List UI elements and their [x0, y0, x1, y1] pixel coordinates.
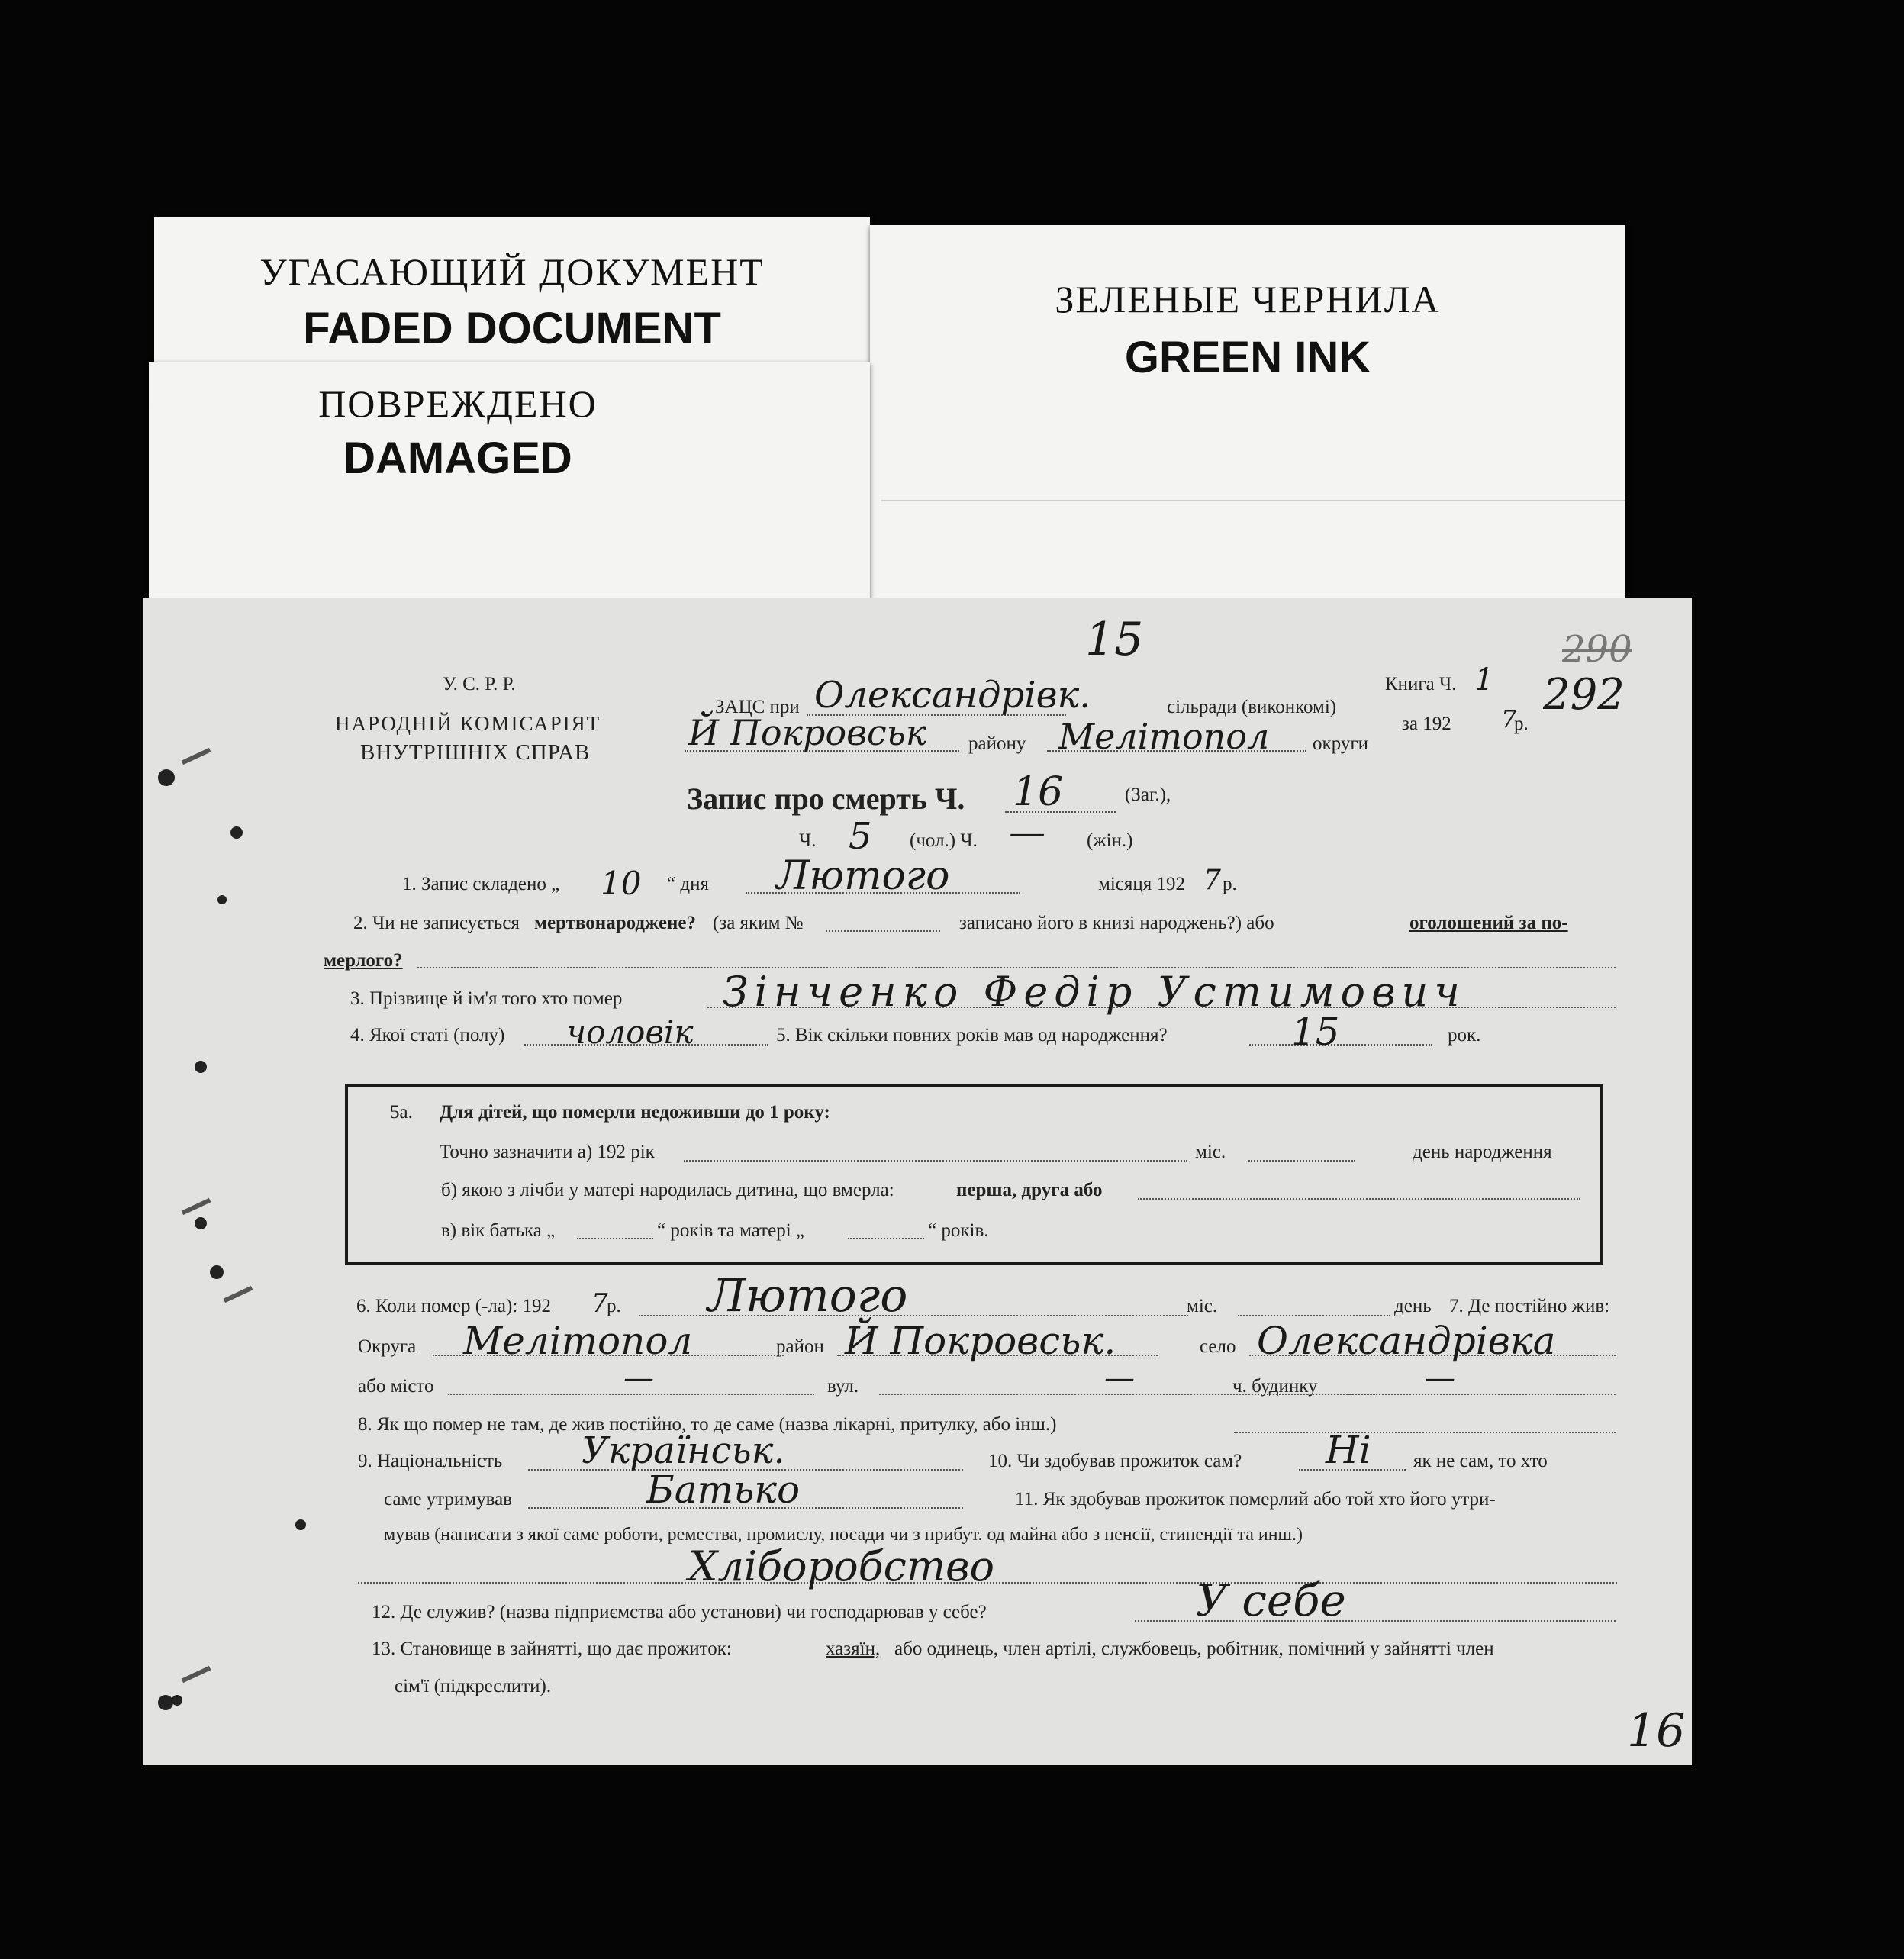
row5a-month-label: міс. — [1195, 1142, 1226, 1162]
residence-house-label: ч. будинку — [1232, 1376, 1318, 1397]
row10-label: 10. Чи здобував прожиток сам? — [988, 1451, 1242, 1471]
punch-hole — [195, 1217, 207, 1229]
damaged-label-ru: ПОВРЕЖДЕНО — [318, 382, 598, 425]
punch-hole — [158, 769, 175, 786]
faded-label-ru: УГАСАЮЩИЙ ДОКУМЕНТ — [259, 250, 765, 293]
row12-label: 12. Де служив? (назва підприємства або установи) чи господарював у себе? — [372, 1602, 987, 1622]
row1-label-b: “ дня — [667, 874, 709, 894]
green-ink-label-en: GREEN INK — [1124, 333, 1371, 382]
residence-okruha-label: Округа — [358, 1336, 417, 1357]
row8-line — [1234, 1432, 1616, 1433]
row5a-order-label: б) якою з лічби у матері народилась дитина, що вмерла: — [441, 1180, 894, 1200]
hw-house-dash: — — [1425, 1361, 1455, 1396]
hw-residence-raion: Й Покровськ. — [845, 1319, 1116, 1363]
row5a-years-end: “ років. — [928, 1220, 989, 1241]
hw-record-day: 10 — [601, 865, 642, 902]
commissariat-line-1: НАРОДНІЙ КОМІСАРІЯТ — [335, 712, 601, 735]
female-label: (жін.) — [1087, 830, 1133, 851]
row5-label: 5. Вік скільки повних років мав од народження? — [776, 1025, 1168, 1046]
hw-occupation: Хліборобство — [688, 1542, 994, 1590]
hw-supporter: Батько — [646, 1468, 801, 1512]
row3-label: 3. Прізвище й ім'я того хто помер — [350, 988, 623, 1009]
hw-male-number: 5 — [849, 815, 872, 858]
row11-label-b: мував (написати з якої саме роботи, ремества, промислу, посади чи з прибут. од майна або з пенсії, стипендії та инш.) — [384, 1525, 1303, 1545]
state-abbrev: У. С. Р. Р. — [443, 674, 516, 694]
hw-full-name: Зінченко Федір Устимович — [723, 968, 1466, 1016]
row7-label: 7. Де постійно жив: — [1449, 1296, 1610, 1316]
hw-struck-number: 290 — [1562, 628, 1632, 671]
row5a-father-label: в) вік батька „ — [441, 1220, 556, 1241]
row10-label-b: як не сам, то хто — [1413, 1451, 1548, 1471]
row1-label-a: 1. Запис складено „ — [402, 874, 560, 894]
punch-hole — [172, 1695, 182, 1706]
hw-female-number: — — [1009, 811, 1045, 854]
punch-hole — [195, 1061, 207, 1073]
punch-hole — [158, 1695, 173, 1710]
hw-residence-okruha: Мелітопол — [463, 1319, 693, 1363]
hw-okruha: Мелітопол — [1058, 716, 1270, 757]
row5a-order-options: перша, друга або — [956, 1180, 1103, 1200]
hw-page-number: 292 — [1543, 670, 1625, 720]
row5a-month-line — [1248, 1160, 1355, 1162]
infant-box — [345, 1084, 1603, 1265]
residence-raion-label: район — [776, 1336, 824, 1357]
hw-record-year: 7 — [1203, 865, 1221, 896]
hw-served: У себе — [1196, 1574, 1346, 1626]
row4-label: 4. Якої статі (полу) — [350, 1025, 505, 1046]
faded-label-en: FADED DOCUMENT — [303, 304, 721, 353]
green-ink-label-ru: ЗЕЛЕНЫЕ ЧЕРНИЛА — [1055, 278, 1441, 321]
record-title-suffix: (Заг.), — [1125, 785, 1171, 805]
commissariat-line-2: ВНУТРІШНІХ СПРАВ — [360, 740, 591, 765]
raion-label: району — [968, 733, 1026, 754]
row13-label: 13. Становище в зайнятті, що дає прожиток: — [372, 1638, 732, 1659]
hw-residence-selo: Олександрівка — [1257, 1319, 1556, 1363]
row5a-date-label: Точно зазначити а) 192 рік — [440, 1142, 655, 1162]
year-suffix: р. — [1514, 714, 1529, 734]
hw-sex: чоловік — [566, 1013, 694, 1051]
hw-nationality: Українськ. — [582, 1429, 785, 1472]
row6-month-label: міс. — [1187, 1296, 1218, 1316]
hw-page-corner: 16 — [1627, 1704, 1686, 1758]
row2-number-line — [826, 930, 940, 932]
damaged-tag — [149, 362, 870, 614]
hw-record-number: 16 — [1013, 769, 1064, 815]
row2-stillborn: мертвонароджене? — [534, 913, 696, 933]
row10-label-c: саме утримував — [384, 1489, 512, 1510]
row11-label: 11. Як здобував прожиток померлий або той хто його утри- — [1015, 1489, 1496, 1510]
damaged-label-en: DAMAGED — [343, 433, 572, 483]
row1-label-d: р. — [1223, 874, 1237, 894]
punch-hole — [295, 1519, 306, 1530]
row5-line — [1249, 1044, 1432, 1046]
zags-label: ЗАЦС при — [715, 697, 800, 717]
silrada-label: сільради (виконкомі) — [1167, 697, 1337, 717]
row9-label: 9. Національність — [358, 1451, 503, 1471]
death-record-form — [143, 598, 1692, 1765]
hw-age: 15 — [1291, 1010, 1340, 1054]
hw-raion: Й Покровськ — [688, 712, 927, 753]
tear-mark — [182, 1198, 211, 1215]
row6-day-line — [1238, 1315, 1390, 1316]
hw-city-dash: — — [623, 1361, 654, 1396]
row5-end: рок. — [1448, 1025, 1481, 1046]
tear-mark — [224, 1286, 253, 1303]
row5a-number: 5а. — [390, 1102, 413, 1123]
punch-hole — [230, 826, 243, 839]
row2-label-a: 2. Чи не записується — [353, 913, 520, 933]
row5a-heading: Для дітей, що померли недоживши до 1 року: — [440, 1102, 830, 1123]
tear-mark — [182, 1666, 211, 1683]
row5a-order-line — [1138, 1198, 1580, 1200]
row8-label: 8. Як що помер не там, де жив постійно, то де саме (назва лікарні, притулку, або інш.) — [358, 1414, 1057, 1435]
row5a-year-line — [684, 1160, 1187, 1162]
row5a-mother-line — [848, 1238, 924, 1239]
tag-fold-line — [881, 500, 1625, 501]
hw-book-number: 1 — [1474, 662, 1494, 698]
row5a-father-line — [577, 1238, 653, 1239]
tear-mark — [182, 748, 211, 765]
row13-options: або одинець, член артілі, службовець, робітник, помічний у зайнятті член — [894, 1638, 1494, 1659]
residence-selo-label: село — [1200, 1336, 1236, 1357]
row13-underline-note: сім'ї (підкреслити). — [395, 1676, 552, 1696]
male-label: (чол.) Ч. — [910, 830, 978, 851]
punch-hole — [217, 895, 227, 904]
hw-year-digit: 7 — [1501, 704, 1517, 733]
row2-label-d: записано його в книзі народжень?) або — [959, 913, 1274, 933]
row2-declared-dead-end: мерлого? — [324, 950, 403, 971]
book-label: Книга Ч. — [1385, 674, 1457, 694]
row5a-mother-label: “ років та матері „ — [657, 1220, 804, 1241]
row2-label-c: (за яким № — [713, 913, 804, 933]
punch-hole — [210, 1265, 224, 1279]
hw-record-month: Лютого — [776, 853, 950, 899]
hw-village: Олександрівк. — [814, 674, 1091, 717]
residence-house-line — [1348, 1394, 1616, 1395]
okruha-label: округи — [1313, 733, 1368, 754]
row1-label-c: місяця 192 — [1098, 874, 1185, 894]
record-title: Запис про смерть Ч. — [687, 781, 965, 816]
hw-death-month: Лютого — [707, 1269, 908, 1323]
residence-city-label: або місто — [358, 1376, 434, 1397]
residence-street-label: вул. — [827, 1376, 859, 1397]
row6-label: 6. Коли помер (-ла): 192 — [356, 1296, 552, 1316]
year-label: за 192 — [1402, 714, 1451, 734]
hw-street-dash: — — [1104, 1361, 1135, 1396]
green-ink-tag — [870, 225, 1625, 607]
row5a-day-label: день народження — [1413, 1142, 1552, 1162]
male-ch-label: Ч. — [799, 830, 817, 851]
hw-top-number: 15 — [1085, 613, 1144, 666]
row13-owner: хазяїн, — [826, 1638, 881, 1659]
row6-day-label: день — [1394, 1296, 1432, 1316]
row6-year-suffix: р. — [607, 1296, 621, 1316]
row2-declared-dead: оголошений за по- — [1409, 913, 1568, 933]
hw-death-year: 7 — [591, 1288, 608, 1319]
hw-self-support: Ні — [1326, 1428, 1371, 1472]
